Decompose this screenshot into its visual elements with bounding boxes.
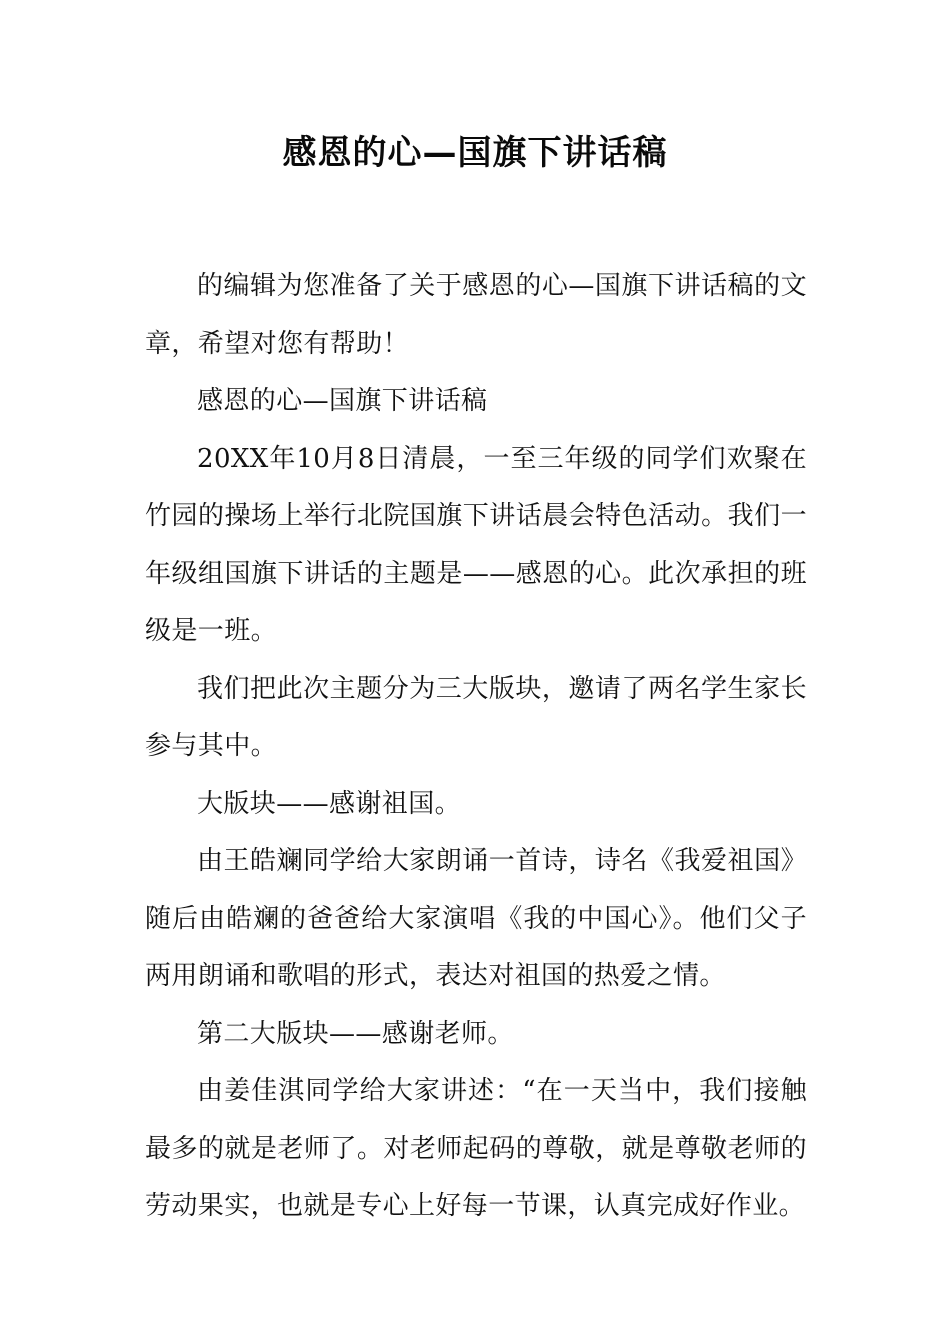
paragraph-section-two: 由姜佳淇同学给大家讲述：“在一天当中，我们接触最多的就是老师了。对老师起码的尊敬，就是尊敬老师的劳动果实，也就是专心上好每一节课，认真完成好作业。 (145, 1076, 807, 1221)
paragraph-intro: 的编辑为您准备了关于感恩的心—国旗下讲话稿的文章，希望对您有帮助！ (145, 271, 807, 359)
paragraph-event: 20XX年10月8日清晨，一至三年级的同学们欢聚在竹园的操场上举行北院国旗下讲话晨会特色活动。我们一年级组国旗下讲话的主题是——感恩的心。此次承担的班级是一班。 (145, 443, 807, 646)
paragraph-section-one-heading: 大版块——感谢祖国。 (197, 788, 462, 819)
paragraph-subtitle: 感恩的心—国旗下讲话稿 (197, 386, 488, 416)
paragraph-section-two-heading: 第二大版块——感谢老师。 (197, 1018, 514, 1049)
document-body (145, 258, 807, 1236)
document-title: 感恩的心—国旗下讲话稿 (282, 133, 668, 173)
paragraph-section-one: 由王皓斓同学给大家朗诵一首诗，诗名《我爱祖国》随后由皓斓的爸爸给大家演唱《我的中国心》。他们父子两用朗诵和歌唱的形式，表达对祖国的热爱之情。 (145, 846, 807, 991)
paragraph-sections: 我们把此次主题分为三大版块，邀请了两名学生家长参与其中。 (145, 673, 807, 761)
